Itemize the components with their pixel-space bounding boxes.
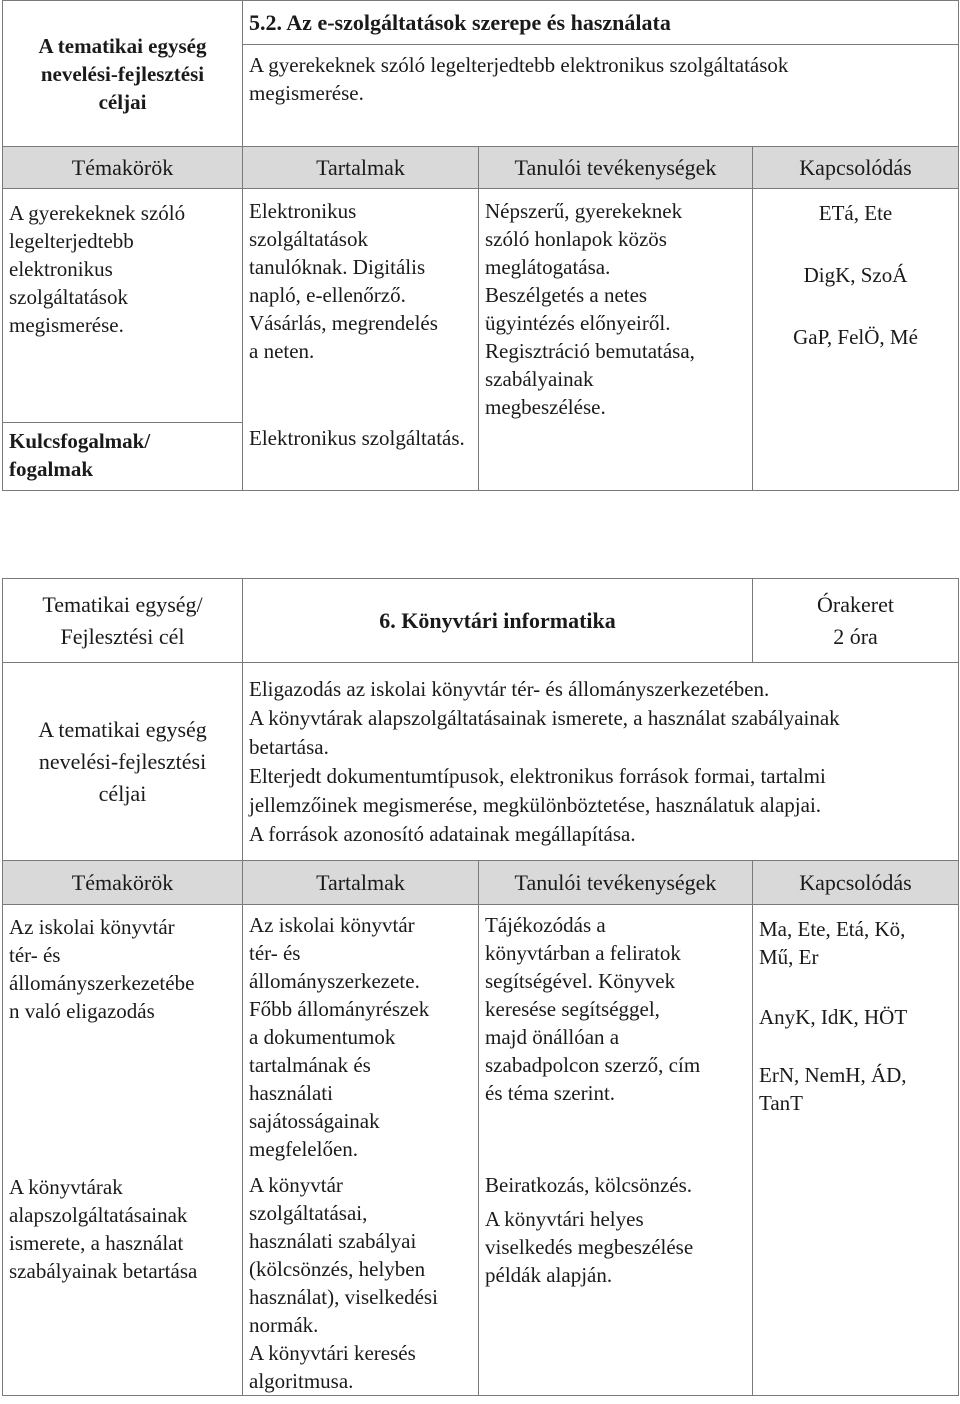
table-row	[3, 905, 959, 1396]
goal-text: A gyerekeknek szóló legelterjedtebb elektronikus szolgáltatások megismerése.	[243, 45, 959, 147]
column-header-row	[3, 861, 959, 905]
unit-title: 6. Könyvtári informatika	[243, 579, 753, 663]
header-topics: Témakörök	[3, 147, 243, 189]
unit-label: Tematikai egység/ Fejlesztési cél	[3, 579, 243, 663]
goal-text: Eligazodás az iskolai könyvtár tér- és állományszerkezetében. A könyvtárak alapszolgáltatásainak ismerete, a használat szabályainak betartása. Elterjedt dokumentumtípusok, elektronikus források formai, tartalmi jellemzőinek megismerése, megkülönböztetése, használatuk alapjai. A források azonosító adatainak megállapítása.	[243, 663, 959, 861]
table-row	[3, 189, 959, 423]
hours-value: 2 óra	[833, 623, 878, 649]
header-links: Kapcsolódás	[753, 147, 959, 189]
links-cell: ETá, Ete DigK, SzoÁ GaP, FelÖ, Mé	[753, 189, 959, 491]
header-contents: Tartalmak	[243, 861, 479, 905]
activities-cell: Népszerű, gyerekeknek szóló honlapok közös meglátogatása. Beszélgetés a netes ügyintézés előnyeiről. Regisztráció bemutatása, szabályainak megbeszélése.	[479, 189, 753, 491]
content-cell: Az iskolai könyvtár tér- és állományszerkezete. Főbb állományrészek a dokumentumok tartalmának és használati sajátosságainak megfelelően. A könyvtár szolgáltatásai, használati szabályai (kölcsönzés, helyben használat), viselkedési normák. A könyvtári keresés algoritmusa.	[243, 905, 479, 1396]
hours-cell	[753, 579, 959, 663]
key-concepts-label: Kulcsfogalmak/ fogalmak	[3, 423, 243, 491]
header-contents: Tartalmak	[243, 147, 479, 189]
hours-label: Órakeret	[817, 591, 894, 617]
goal-label: A tematikai egység nevelési-fejlesztési céljai	[3, 663, 243, 861]
competence-table-2	[2, 578, 959, 1396]
header-activities: Tanulói tevékenységek	[479, 147, 753, 189]
activities-cell: Tájékozódás a könyvtárban a feliratok segítségével. Könyvek keresése segítséggel, majd önállóan a szabadpolcon szerző, cím és téma szerint. Beiratkozás, kölcsönzés. A könyvtári helyes viselkedés megbeszélése példák alapján.	[479, 905, 753, 1396]
key-concepts-text: Elektronikus szolgáltatás.	[249, 426, 465, 450]
topic-cell: Az iskolai könyvtár tér- és állományszerkezetébe n való eligazodás A könyvtárak alapszolgáltatásainak ismerete, a használat szabályainak betartása	[3, 905, 243, 1396]
goal-label: A tematikai egység nevelési-fejlesztési céljai	[3, 1, 243, 147]
column-header-row	[3, 147, 959, 189]
competence-table-1	[2, 0, 959, 491]
links-cell: Ma, Ete, Etá, Kö, Mű, Er AnyK, IdK, HÖT ErN, NemH, ÁD, TanT	[753, 905, 959, 1396]
content-cell: Elektronikus szolgáltatások tanulóknak. Digitális napló, e-ellenőrző. Vásárlás, megrendelés a neten. Elektronikus szolgáltatás.	[243, 189, 479, 491]
header-activities: Tanulói tevékenységek	[479, 861, 753, 905]
header-topics: Témakörök	[3, 861, 243, 905]
header-links: Kapcsolódás	[753, 861, 959, 905]
section-title: 5.2. Az e-szolgáltatások szerepe és használata	[243, 1, 959, 45]
topic-cell: A gyerekeknek szóló legelterjedtebb elektronikus szolgáltatások megismerése.	[3, 189, 243, 423]
